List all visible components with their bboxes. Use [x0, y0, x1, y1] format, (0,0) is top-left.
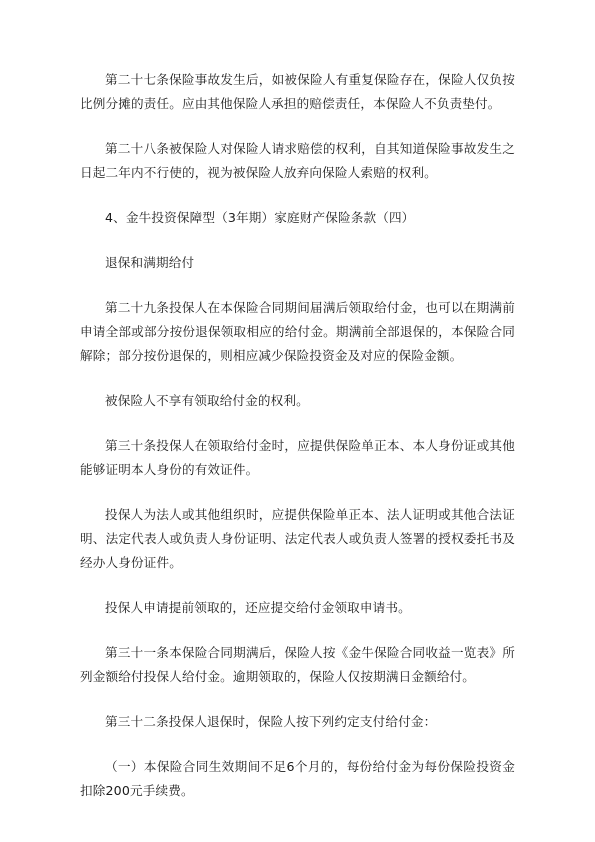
paragraph-article-31: 第三十一条本保险合同期满后，保险人按《金牛保险合同收益一览表》所列金额给付投保人给付金。逾期领取的，保险人仅按期满日金额给付。: [80, 645, 515, 684]
paragraph-article-28: 第二十八条被保险人对保险人请求赔偿的权利，自其知道保险事故发生之日起二年内不行使的，视为被保险人放弃向保险人索赔的权利。: [80, 141, 515, 180]
section-heading: 4、金牛投资保障型（3年期）家庭财产保险条款（四）: [105, 210, 415, 225]
paragraph-article-32: 第三十二条投保人退保时，保险人按下列约定支付给付金：: [105, 714, 437, 729]
paragraph-article-27: 第二十七条保险事故发生后，如被保险人有重复保险存在，保险人仅负按比例分摊的责任。应由其他保险人承担的赔偿责任，本保险人不负责垫付。: [80, 72, 515, 111]
paragraph-article-29: 第二十九条投保人在本保险合同期间届满后领取给付金，也可以在期满前申请全部或部分按份退保领取相应的给付金。期满前全部退保的，本保险合同解除；部分按份退保的，则相应减少保险投资金及对应的保险金额。: [80, 300, 515, 363]
paragraph-early-withdrawal: 投保人申请提前领取的，还应提交给付金领取申请书。: [105, 600, 411, 615]
paragraph-article-30: 第三十条投保人在领取给付金时，应提供保险单正本、本人身份证或其他能够证明本人身份的有效证件。: [80, 438, 515, 477]
subsection-heading: 退保和满期给付: [105, 255, 195, 270]
paragraph-legal-entity: 投保人为法人或其他组织时，应提供保险单正本、法人证明或其他合法证明、法定代表人或负责人身份证明、法定代表人或负责人签署的授权委托书及经办人身份证件。: [80, 507, 515, 570]
paragraph-insured-rights: 被保险人不享有领取给付金的权利。: [105, 393, 309, 408]
paragraph-item-1: （一）本保险合同生效期间不足6个月的，每份给付金为每份保险投资金扣除200元手续费。: [80, 759, 515, 798]
